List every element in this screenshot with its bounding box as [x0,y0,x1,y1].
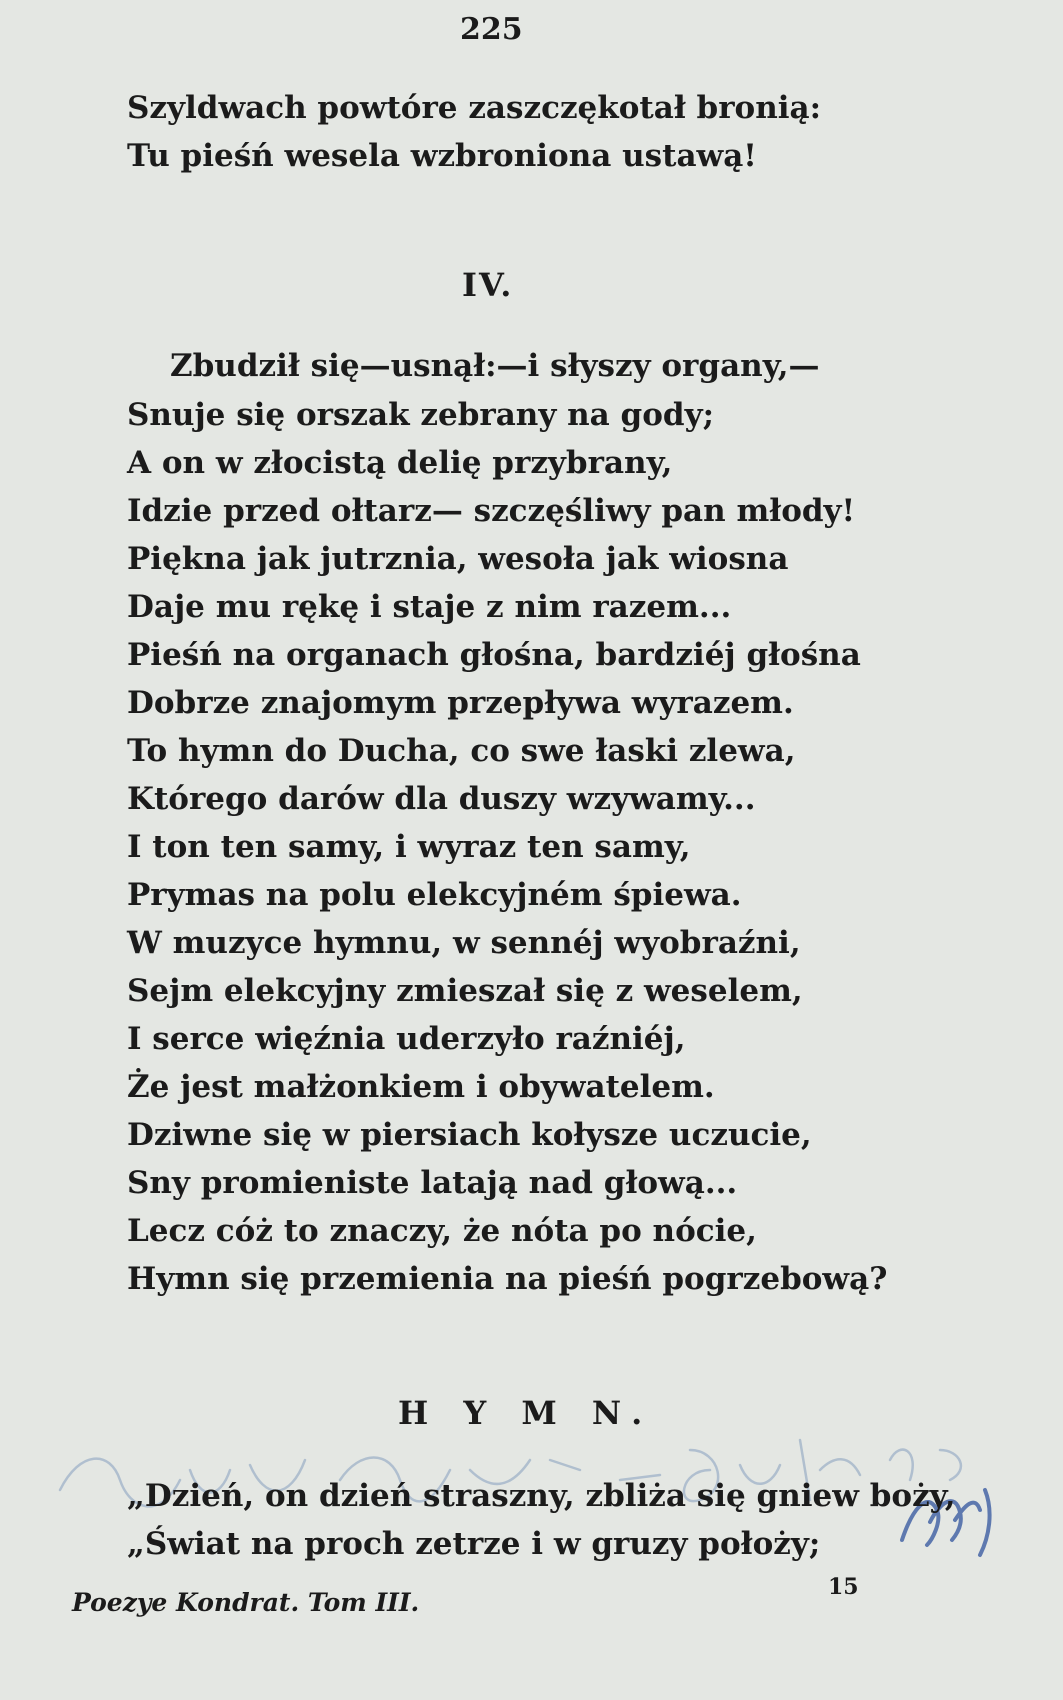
section-heading: IV. [462,266,514,304]
verse-line: W muzyce hymnu, w sennéj wyobraźni, [127,925,801,961]
verse-line: Sny promieniste latają nad głową... [127,1165,738,1201]
verse-line: Dobrze znajomym przepływa wyrazem. [127,685,794,721]
verse-line: Lecz cóż to znaczy, że nóta po nócie, [127,1213,757,1249]
verse-line: I serce więźnia uderzyło raźniéj, [127,1021,686,1057]
verse-line: „Dzień, on dzień straszny, zbliża się gniew boży, [127,1478,956,1514]
verse-line: Pieśń na organach głośna, bardziéj głośna [127,637,861,673]
page-number: 225 [460,12,523,47]
verse-line: Dziwne się w piersiach kołysze uczucie, [127,1117,812,1153]
verse-line: Sejm elekcyjny zmieszał się z weselem, [127,973,803,1009]
verse-line: Którego darów dla duszy wzywamy... [127,781,756,817]
footer-signature: Poezye Kondrat. Tom III. [72,1588,420,1617]
verse-line: Snuje się orszak zebrany na gody; [127,397,715,433]
sheet-number: 15 [828,1574,859,1600]
verse-line: To hymn do Ducha, co swe łaski zlewa, [127,733,796,769]
hymn-heading: H Y M N. [398,1394,655,1432]
verse-line: Prymas na polu elekcyjném śpiewa. [127,877,742,913]
verse-line: „Świat na proch zetrze i w gruzy położy; [127,1526,821,1562]
verse-line: Tu pieśń wesela wzbroniona ustawą! [127,138,757,174]
verse-line: A on w złocistą delię przybrany, [127,445,673,481]
verse-line: Daje mu rękę i staje z nim razem... [127,589,732,625]
verse-line: Zbudził się—usnął:—i słyszy organy,— [170,348,820,384]
verse-line: Piękna jak jutrznia, wesoła jak wiosna [127,541,789,577]
verse-line: I ton ten samy, i wyraz ten samy, [127,829,691,865]
verse-line: Szyldwach powtóre zaszczękotał bronią: [127,90,822,126]
verse-line: Idzie przed ołtarz— szczęśliwy pan młody! [127,493,856,529]
verse-line: Że jest małżonkiem i obywatelem. [127,1069,715,1105]
verse-line: Hymn się przemienia na pieśń pogrzebową? [127,1261,888,1297]
